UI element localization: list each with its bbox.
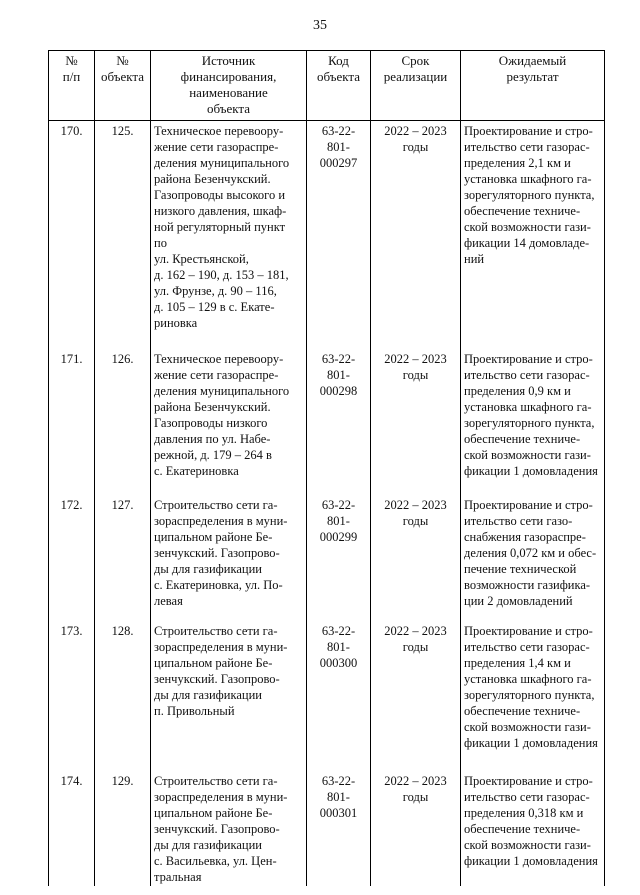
period-cell [371, 349, 461, 495]
header-row-number-line: № [65, 53, 78, 68]
source-cell [151, 771, 307, 886]
code-cell-line: 63-22- [321, 352, 356, 366]
code-cell [307, 349, 371, 495]
source-cell-line: ды для газификации [154, 838, 262, 852]
period-cell-line: годы [402, 640, 429, 654]
header-source-line: Источник [201, 53, 256, 68]
code-cell-line: 000298 [319, 384, 358, 398]
result-cell-line: Проектирование и стро- [464, 774, 593, 788]
code-cell-line: 801- [327, 790, 350, 804]
result-cell-line: пределения 0,318 км и [464, 806, 584, 820]
header-period-line: реализации [383, 69, 448, 84]
source-cell-line: д. 162 – 190, д. 153 – 181, [154, 268, 289, 282]
code-cell-line: 63-22- [321, 124, 356, 138]
code-cell-line: 000299 [319, 530, 358, 544]
source-cell-line: ципальном районе Бе- [154, 530, 273, 544]
result-cell-line: Проектирование и стро- [464, 352, 593, 366]
period-cell-line: годы [402, 790, 429, 804]
page-number: 35 [313, 18, 327, 33]
financing-table [48, 50, 605, 886]
source-cell-line: Строительство сети га- [154, 624, 278, 638]
source-cell-line: давления по ул. Набе- [154, 432, 271, 446]
source-cell-line: п. Привольный [154, 704, 235, 718]
header-code [307, 51, 371, 121]
header-result-line: Ожидаемый [498, 53, 567, 68]
table-row [49, 495, 605, 621]
result-cell-line: Проектирование и стро- [464, 498, 593, 512]
period-cell-line: 2022 – 2023 [384, 774, 447, 788]
result-cell-line: ской возможности гази- [464, 448, 591, 462]
code-cell [307, 621, 371, 771]
period-cell-line: годы [402, 368, 429, 382]
source-cell-line: режной, д. 179 – 264 в [154, 448, 272, 462]
result-cell-line: установка шкафного га- [464, 672, 592, 686]
source-cell-line: ной регуляторный пункт [154, 220, 286, 234]
object-number-cell: 128. [95, 621, 151, 771]
source-cell-line: риновка [154, 316, 198, 330]
code-cell-line: 000301 [319, 806, 358, 820]
result-cell-line: Проектирование и стро- [464, 124, 593, 138]
source-cell-line: Газопроводы высокого и [154, 188, 286, 202]
header-source [151, 51, 307, 121]
result-cell-line: Проектирование и стро- [464, 624, 593, 638]
result-cell-line: ции 2 домовладений [464, 594, 573, 608]
result-cell-line: ской возможности гази- [464, 720, 591, 734]
table-row [49, 771, 605, 886]
result-cell-line: ительство сети газорас- [464, 140, 590, 154]
code-cell-line: 63-22- [321, 774, 356, 788]
source-cell-line: зенчукский. Газопрово- [154, 822, 280, 836]
code-cell-line: 000300 [319, 656, 358, 670]
result-cell-line: пределения 0,9 км и [464, 384, 571, 398]
period-cell-line: годы [402, 514, 429, 528]
result-cell-line: установка шкафного га- [464, 400, 592, 414]
source-cell-line: Техническое перевоору- [154, 352, 284, 366]
result-cell-line: установка шкафного га- [464, 172, 592, 186]
result-cell-line: обеспечение техниче- [464, 704, 581, 718]
header-row-number-line: п/п [62, 69, 81, 84]
result-cell-line: ительство сети газорас- [464, 790, 590, 804]
source-cell-line: низкого давления, шкаф- [154, 204, 287, 218]
period-cell [371, 621, 461, 771]
object-number-cell: 125. [95, 121, 151, 350]
code-cell-line: 000297 [319, 156, 358, 170]
header-source-line: финансирования, [180, 69, 277, 84]
source-cell-line: деления муниципального [154, 384, 290, 398]
code-cell-line: 801- [327, 140, 350, 154]
table-header [49, 51, 605, 121]
object-number-cell: 126. [95, 349, 151, 495]
header-source-line: наименование [189, 85, 268, 100]
header-code-line: объекта [316, 69, 361, 84]
result-cell-line: пределения 2,1 км и [464, 156, 571, 170]
result-cell-line: ской возможности гази- [464, 838, 591, 852]
period-cell [371, 121, 461, 350]
row-number-cell: 171. [49, 349, 95, 495]
source-cell-line: зораспределения в муни- [154, 640, 288, 654]
source-cell-line: с. Екатериновка, ул. По- [154, 578, 283, 592]
source-cell-line: левая [154, 594, 183, 608]
source-cell-line: Строительство сети га- [154, 498, 278, 512]
source-cell-line: д. 105 – 129 в с. Екате- [154, 300, 275, 314]
source-cell-line: Техническое перевоору- [154, 124, 284, 138]
period-cell [371, 771, 461, 886]
result-cell-line: ительство сети газо- [464, 514, 573, 528]
header-row-number [49, 51, 95, 121]
row-number-cell: 172. [49, 495, 95, 621]
table-row [49, 349, 605, 495]
header-code-line: Код [328, 53, 349, 68]
result-cell-line: обеспечение техниче- [464, 822, 581, 836]
source-cell-line: зенчукский. Газопрово- [154, 546, 280, 560]
result-cell-line: ской возможности гази- [464, 220, 591, 234]
code-cell [307, 121, 371, 350]
result-cell [461, 621, 605, 771]
code-cell [307, 495, 371, 621]
source-cell-line: ды для газификации [154, 688, 262, 702]
result-cell-line: фикации 1 домовладения [464, 464, 598, 478]
header-period-line: Срок [401, 53, 430, 68]
source-cell-line: района Безенчукский. [154, 172, 271, 186]
source-cell-line: жение сети газораспре- [154, 140, 279, 154]
source-cell-line: ул. Фрунзе, д. 90 – 116, [154, 284, 277, 298]
source-cell-line: жение сети газораспре- [154, 368, 279, 382]
header-source-line: объекта [206, 101, 251, 116]
result-cell-line: печение технической [464, 562, 577, 576]
result-cell [461, 495, 605, 621]
source-cell-line: ул. Крестьянской, [154, 252, 249, 266]
result-cell-line: обеспечение техниче- [464, 204, 581, 218]
source-cell-line: зенчукский. Газопрово- [154, 672, 280, 686]
period-cell-line: 2022 – 2023 [384, 498, 447, 512]
code-cell-line: 801- [327, 640, 350, 654]
result-cell-line: ительство сети газорас- [464, 640, 590, 654]
source-cell-line: ципальном районе Бе- [154, 656, 273, 670]
code-cell-line: 801- [327, 368, 350, 382]
table-row [49, 621, 605, 771]
header-object-number-line: № [116, 53, 129, 68]
source-cell-line: зораспределения в муни- [154, 790, 288, 804]
source-cell-line: с. Васильевка, ул. Цен- [154, 854, 277, 868]
result-cell-line: зорегуляторного пункта, [464, 416, 595, 430]
source-cell-line: деления муниципального [154, 156, 290, 170]
code-cell [307, 771, 371, 886]
period-cell-line: 2022 – 2023 [384, 352, 447, 366]
header-row [49, 51, 605, 121]
code-cell-line: 801- [327, 514, 350, 528]
result-cell-line: обеспечение техниче- [464, 432, 581, 446]
header-result [461, 51, 605, 121]
result-cell [461, 349, 605, 495]
source-cell-line: зораспределения в муни- [154, 514, 288, 528]
source-cell [151, 349, 307, 495]
result-cell-line: фикации 14 домовладе- [464, 236, 590, 250]
result-cell-line: ительство сети газорас- [464, 368, 590, 382]
result-cell-line: фикации 1 домовладения [464, 736, 598, 750]
source-cell-line: Строительство сети га- [154, 774, 278, 788]
table-body [49, 121, 605, 886]
source-cell-line: по [154, 236, 167, 250]
header-result-line: результат [506, 69, 559, 84]
period-cell-line: 2022 – 2023 [384, 124, 447, 138]
table-row [49, 121, 605, 350]
result-cell-line: зорегуляторного пункта, [464, 688, 595, 702]
result-cell-line: снабжения газораспре- [464, 530, 586, 544]
source-cell [151, 621, 307, 771]
result-cell-line: зорегуляторного пункта, [464, 188, 595, 202]
header-object-number-line: объекта [100, 69, 145, 84]
source-cell-line: ципальном районе Бе- [154, 806, 273, 820]
result-cell-line: фикации 1 домовладения [464, 854, 598, 868]
object-number-cell: 129. [95, 771, 151, 886]
object-number-cell: 127. [95, 495, 151, 621]
result-cell-line: деления 0,072 км и обес- [464, 546, 597, 560]
header-object-number [95, 51, 151, 121]
result-cell [461, 771, 605, 886]
row-number-cell: 173. [49, 621, 95, 771]
source-cell [151, 495, 307, 621]
result-cell-line: ний [464, 252, 485, 266]
result-cell-line: пределения 1,4 км и [464, 656, 571, 670]
header-period [371, 51, 461, 121]
code-cell-line: 63-22- [321, 498, 356, 512]
result-cell [461, 121, 605, 350]
row-number-cell: 170. [49, 121, 95, 350]
source-cell-line: Газопроводы низкого [154, 416, 268, 430]
source-cell-line: района Безенчукский. [154, 400, 271, 414]
result-cell-line: возможности газифика- [464, 578, 591, 592]
source-cell-line: ды для газификации [154, 562, 262, 576]
period-cell-line: годы [402, 140, 429, 154]
row-number-cell: 174. [49, 771, 95, 886]
source-cell [151, 121, 307, 350]
period-cell-line: 2022 – 2023 [384, 624, 447, 638]
source-cell-line: тральная [154, 870, 202, 884]
source-cell-line: с. Екатериновка [154, 464, 239, 478]
code-cell-line: 63-22- [321, 624, 356, 638]
period-cell [371, 495, 461, 621]
